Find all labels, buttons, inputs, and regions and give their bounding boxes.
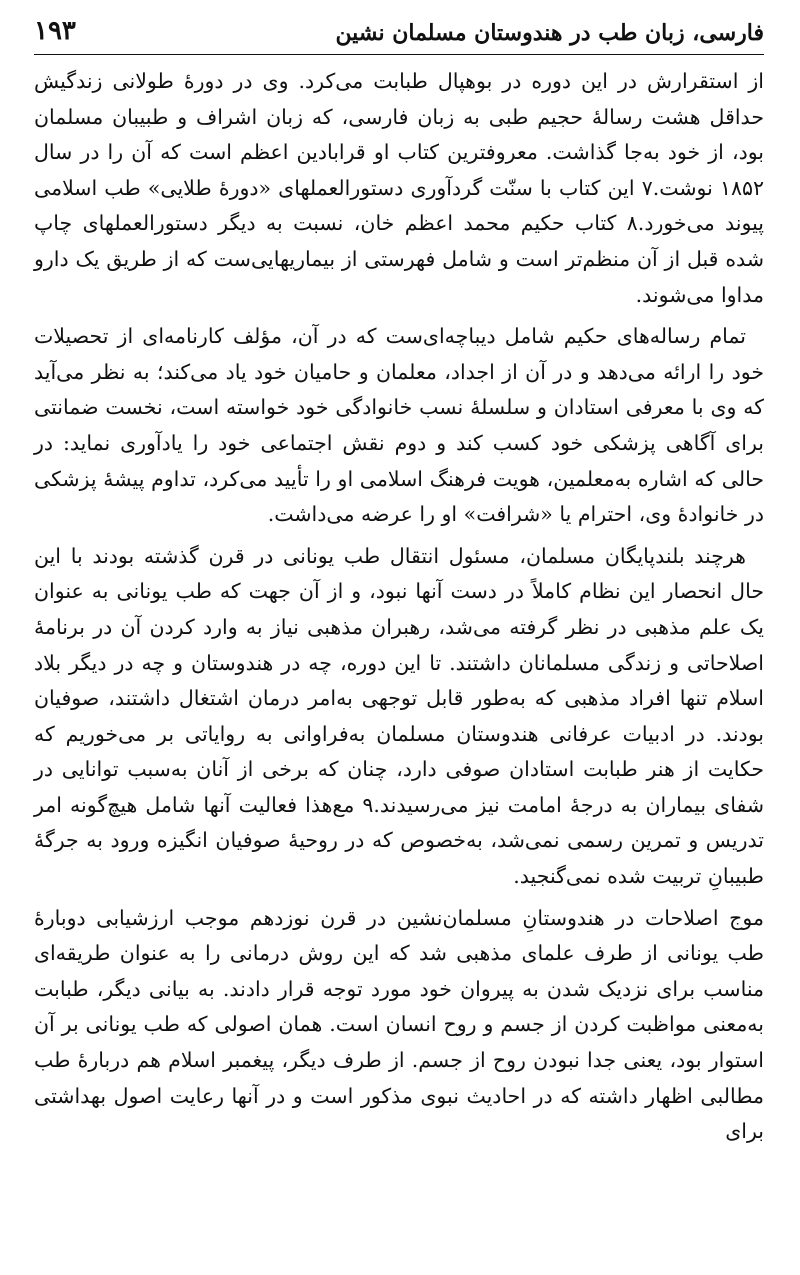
paragraph-4: موج اصلاحات در هندوستانِ مسلمان‌نشین در قرن نوزدهم موجب ارزشیابی دوبارهٔ طب یونانی از طرف علمای مذهبی شد که این روش درمانی را به عنوان طریقه‌ای مناسب برای نزدیک شدن به پیروان خود مورد توجه قرار دادند. به بیانی دیگر، طبابت به‌معنی مواظبت کردن از جسم و روح انسان است. همان اصولی که طب یونانی بر آن استوار بود، یعنی جدا نبودن روح از جسم. از طرف دیگر، پیغمبر اسلام هم دربارهٔ طب مطالبی اظهار داشته که در احادیث نبوی مذکور است و در آنها رعایت اصول بهداشتی برای — [34, 905, 764, 1144]
paragraph-1: از استقرارش در این دوره در بوهپال طبابت می‌کرد. وی در دورهٔ طولانی زندگیش حداقل هشت رسالهٔ حجیم طبی به زبان فارسی، که زبان اشراف و طبیبان مسلمان بود، از خود به‌جا گذاشت. معروفترین کتاب او قرابادین اعظم است که آن را در سال ۱۸۵۲ نوشت.۷ این کتاب با سنّت گردآوری دستورالعملهای «دورهٔ طلایی» طب اسلامی پیوند می‌خورد.۸ کتاب حکیم محمد اعظم خان، نسبت به دیگر دستورالعملهای چاپ شده قبل از آن منظم‌تر است و شامل فهرستی از بیماریهایی‌ست که از طریق یک دارو مداوا می‌شوند. — [34, 69, 764, 307]
paragraph-2: تمام رساله‌های حکیم شامل دیباچه‌ای‌ست که در آن، مؤلف کارنامه‌ای از تحصیلات خود را ارائه می‌دهد و در آن از اجداد، معلمان و حامیان خود یاد می‌کند؛ به نظر می‌آید که وی با معرفی استادان و سلسلهٔ نسب خانوادگی خود خواسته است، نخست ضمانتی برای آگاهی پزشکی خود کسب کند و دوم نقش اجتماعی خود را یادآوری نماید: در حالی که اشاره به‌معلمین، هویت فرهنگ اسلامی او را تأیید می‌کرد، تداوم پیشهٔ پزشکی در خانوادهٔ وی، احترام یا «شرافت» او را عرضه می‌داشت. — [34, 324, 764, 527]
paragraph-3: هرچند بلندپایگان مسلمان، مسئول انتقال طب یونانی در قرن گذشته بودند با این حال انحصار این نظام کاملاً در دست آنها نبود، و از آن جهت که طب یونانی به عنوان یک علم مذهبی در نظر گرفته می‌شد، رهبران مذهبی نیاز به وارد کردن آن در برنامهٔ اصلاحاتی و زندگی مسلمانان داشتند. تا این دوره، چه در هندوستان و چه در دیگر بلاد اسلام تنها افراد مذهبی که به‌طور قابل توجهی به‌امر درمان اشتغال داشتند، صوفیان بودند. در ادبیات عرفانی هندوستان مسلمان به‌فراوانی به روایاتی بر می‌خوریم که حکایت از هنر طبابت استادان صوفی دارد، چنان که برخی از آنان به‌سبب توانایی در شفای بیماران به درجهٔ امامت نیز می‌رسیدند.۹ مع‌هذا فعالیت آنها شامل هیچ‌گونه امر تدریس و تمرین رسمی نمی‌شد، به‌خصوص که در روحیهٔ صوفیان انگیزه ورود به جرگهٔ طبیبانِ تربیت شده نمی‌گنجید. — [34, 543, 764, 889]
page-number: ۱۹۳ — [34, 16, 76, 46]
body-text — [34, 64, 764, 1150]
running-title: فارسی، زبان طب در هندوستان مسلمان نشین — [335, 20, 764, 46]
page-header — [34, 14, 764, 55]
